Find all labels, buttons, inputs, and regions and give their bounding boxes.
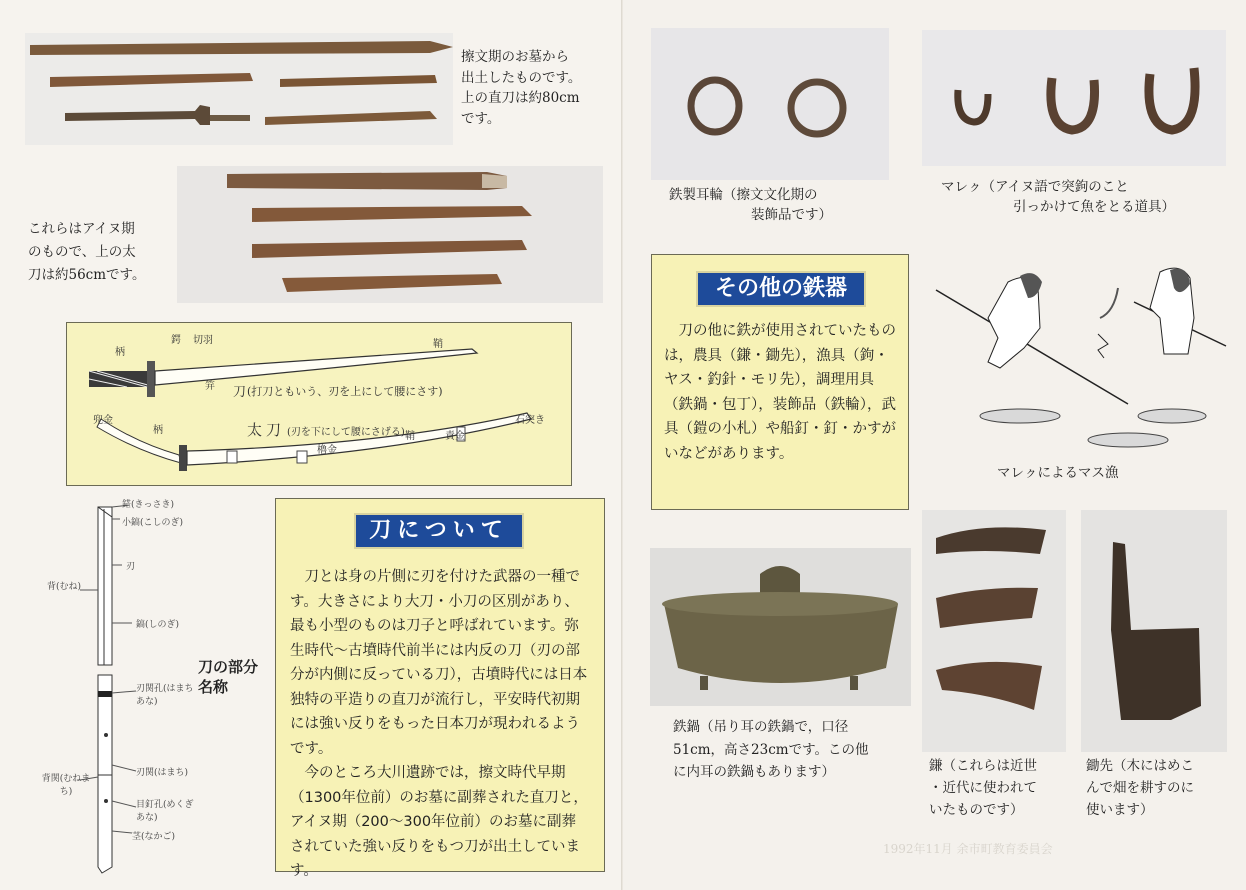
part-label-shinogi: 鎬(しのぎ): [136, 620, 180, 630]
label-tachi-title: 太刀: [247, 421, 286, 439]
part-label-mekugiana: 目釘孔(めくぎあな): [136, 800, 194, 823]
photo1-caption: 擦文期のお墓から 出土したものです。 上の直刀は約80cm です。: [461, 49, 582, 127]
label-kogai: 笄: [205, 381, 215, 392]
sword-parts-diagram: [40, 495, 270, 880]
parts-title: 刀の部分名称: [198, 658, 259, 696]
about-swords-text: [290, 565, 590, 884]
other-iron-box: [651, 254, 909, 510]
label-rogane: 櫓金: [317, 445, 337, 456]
part-label-nakago: 茎(なかご): [132, 832, 176, 842]
label-katana-title: 刀: [233, 385, 247, 400]
sword-diagram-art: [67, 323, 573, 487]
label-saya2: 鞘: [405, 431, 415, 442]
iron-pot-art: [650, 548, 911, 706]
about-swords-para-1: 刀とは身の片側に刃を付けた武器の一種です。大きさにより大刀・小刀の区別があり、最も小型のものは刀子と呼ばれています。弥生時代～古墳時代前半には内反の刀（刃の部分が内側に反っている刀），古墳時代には日本独特の平造りの直刀が流行し，平安時代初期には強い反りをもった日本刀が現われるようです。: [290, 569, 588, 757]
earring-photo: [651, 28, 889, 180]
about-swords-title: 刀について: [354, 513, 524, 549]
part-label-munemachi: 背関(むねまち): [41, 774, 91, 797]
part-label-hamachi: 刃関(はまち): [136, 768, 189, 778]
label-tachi-note: (刃を下にして腰にさげる): [287, 427, 405, 438]
sword-photo-ainu-art: [177, 166, 603, 303]
marek-caption: マレㇰ（アイヌ語で突鉤のこと 引っかけて魚をとる道具）: [941, 179, 1175, 215]
label-katana-note: (打刀ともいう、刃を上にして腰にさす): [247, 385, 443, 398]
sickle-caption: 鎌（これらは近世 ・近代に使われて いたものです）: [929, 758, 1037, 818]
iron-pot-photo: [650, 548, 911, 706]
other-iron-para: 刀の他に鉄が使用されていたものは，農具（鎌・鋤先），漁具（鉤・ヤス・釣針・モリ先），調理用具（鉄鍋・包丁），装飾品（鉄輪），武具（鎧の小札）や船釘・釘・かすがいなどがあります。: [664, 323, 896, 462]
fishing-art: [928, 258, 1228, 458]
about-swords-para-2: 今のところ大川遺跡では，擦文時代早期（1300年位前）のお墓に副葬された直刀と，アイヌ期（200～300年位前）のお墓に副葬されていた強い反りをもつ刀が出土しています。: [290, 765, 588, 879]
label-saya1: 鞘: [433, 339, 443, 350]
about-swords-box: [275, 498, 605, 879]
sword-photo-satsumon-art: [25, 33, 453, 145]
other-iron-text: [664, 319, 900, 466]
spade-caption: 鋤先（木にはめこ んで畑を耕すのに 使います）: [1086, 758, 1194, 818]
earring-caption: 鉄製耳輪（擦文文化期の 装飾品です）: [669, 187, 832, 223]
fishing-illustration: [928, 258, 1228, 458]
faint-footer-text: 1992年11月 余市町教育委員会: [883, 842, 1053, 856]
part-label-kissaki: 鋩(きっさき): [122, 500, 175, 510]
part-label-mune: 背(むね): [46, 582, 82, 592]
part-label-koshinogi: 小鎬(こしのぎ): [122, 518, 184, 528]
marek-photo: [922, 30, 1226, 166]
sword-photo-satsumon: [25, 33, 453, 145]
sword-photo-ainu: [177, 166, 603, 303]
part-label-ha: 刃: [126, 562, 136, 572]
sickle-art: [922, 510, 1066, 752]
label-kabuto: 兜金: [93, 415, 113, 426]
marek-art: [922, 30, 1226, 166]
right-page: [623, 0, 1246, 890]
other-iron-title: その他の鉄器: [696, 271, 866, 307]
label-seppa: 切羽: [193, 335, 213, 346]
spade-photo: [1081, 510, 1227, 752]
sickle-photo: [922, 510, 1066, 752]
label-tsuka2: 柄: [153, 425, 163, 436]
photo2-caption: これらはアイヌ期 のもので、上の太 刀は約56cmです。: [28, 221, 146, 283]
pot-caption: 鉄鍋（吊り耳の鉄鍋で，口径 51cm，高さ23cmです。この他 に内耳の鉄鍋もあります）: [673, 719, 869, 780]
part-label-hamachiana: 刃関孔(はまちあな): [136, 684, 194, 707]
spade-art: [1081, 510, 1227, 752]
sword-diagram-box: [66, 322, 572, 486]
label-semegane: 責金: [445, 431, 465, 442]
label-tsuba: 鍔: [171, 335, 181, 346]
earring-art: [651, 28, 889, 180]
label-ishizuki: 石突き: [515, 415, 545, 426]
label-tsuka1: 柄: [115, 347, 125, 358]
fishing-caption: マレㇰによるマス漁: [997, 465, 1119, 481]
